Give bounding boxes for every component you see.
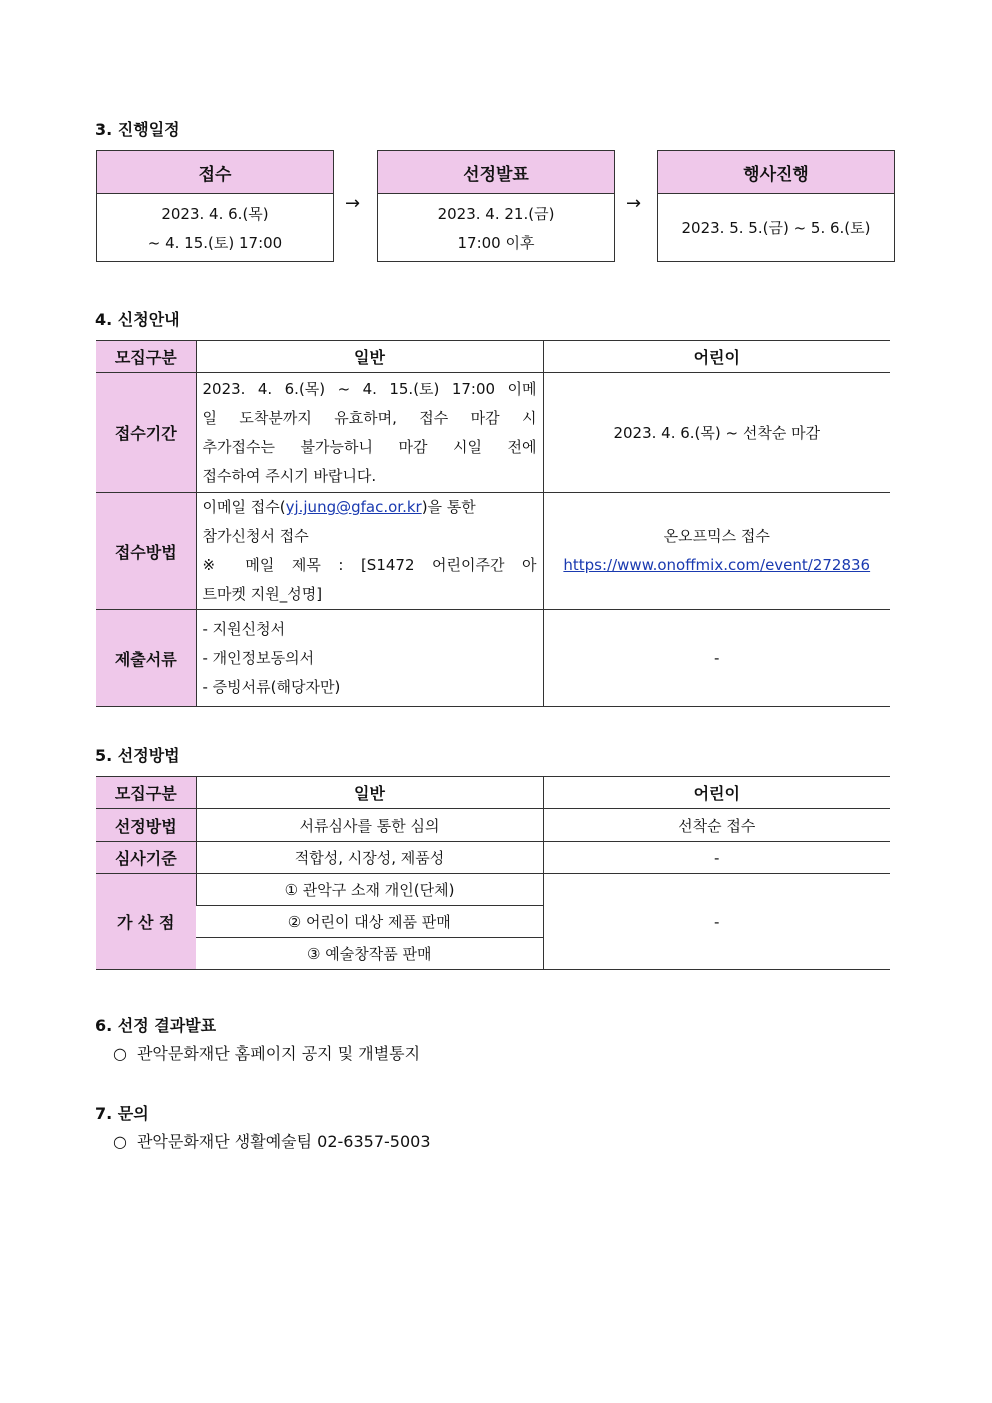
schedule-step-date: 2023. 4. 6.(목) <box>161 204 269 223</box>
list-item: - 증빙서류(해당자만) <box>202 677 341 696</box>
selection-title: 5. 선정방법 <box>95 746 180 765</box>
criteria-children: - <box>543 842 890 874</box>
application-table <box>96 340 890 707</box>
bonus-item: ② 어린이 대상 제품 판매 <box>196 906 543 938</box>
period-general: 2023. 4. 6.(목) ~ 4. 15.(토) 17:00 이메 일 도착분까지 유효하며, 접수 마감 시 추가접수는 불가능하니 마감 시일 전에 접수하여 주시기 바랍니다. <box>196 373 543 493</box>
header-general: 일반 <box>196 777 543 809</box>
row-label-criteria: 심사기준 <box>96 842 196 874</box>
header-children: 어린이 <box>543 341 890 373</box>
table-header-row <box>96 777 890 809</box>
arrow-right-icon: → <box>626 193 642 214</box>
header-children: 어린이 <box>543 777 890 809</box>
period-children: 2023. 4. 6.(목) ~ 선착순 마감 <box>543 373 890 493</box>
table-row <box>96 610 890 707</box>
table-row <box>96 373 890 493</box>
documents-children: - <box>543 610 890 707</box>
row-label-documents: 제출서류 <box>96 610 196 707</box>
method-children: 선착순 접수 <box>543 809 890 842</box>
table-row <box>96 842 890 874</box>
row-label-method: 선정방법 <box>96 809 196 842</box>
circle-bullet-icon: ○ <box>113 1132 127 1151</box>
schedule-step-date: 17:00 이후 <box>457 233 535 252</box>
method-general: 서류심사를 통한 심의 <box>196 809 543 842</box>
row-label-period: 접수기간 <box>96 373 196 493</box>
selection-table <box>96 776 890 970</box>
schedule-step-receipt <box>96 150 334 262</box>
inquiry-title: 7. 문의 <box>95 1104 149 1123</box>
row-label-bonus: 가 산 점 <box>96 874 196 970</box>
schedule-step-event <box>657 150 895 262</box>
table-row <box>96 874 890 906</box>
table-row <box>96 809 890 842</box>
schedule-step-announcement <box>377 150 615 262</box>
schedule-step-label: 행사진행 <box>658 151 894 194</box>
onoffmix-link[interactable]: https://www.onoffmix.com/event/272836 <box>563 556 871 574</box>
schedule-title: 3. 진행일정 <box>95 120 180 139</box>
header-category: 모집구분 <box>96 777 196 809</box>
schedule-step-label: 선정발표 <box>378 151 614 194</box>
application-title: 4. 신청안내 <box>95 310 180 329</box>
documents-general <box>196 610 543 707</box>
bonus-children: - <box>543 874 890 970</box>
announcement-item: ○ 관악문화재단 홈페이지 공지 및 개별통지 <box>113 1044 421 1063</box>
schedule-step-date: ~ 4. 15.(토) 17:00 <box>147 233 283 252</box>
method-general: 이메일 접수(yj.jung@gfac.or.kr)을 통한 참가신청서 접수 ※ 메일 제목 : [S1472 어린이주간 아 트마켓 지원_성명] <box>196 493 543 610</box>
schedule-step-date: 2023. 5. 5.(금) ~ 5. 6.(토) <box>681 219 871 237</box>
list-item: - 개인정보동의서 <box>202 648 315 667</box>
bonus-item: ① 관악구 소재 개인(단체) <box>196 874 543 906</box>
schedule-step-label: 접수 <box>97 151 333 194</box>
inquiry-item: ○ 관악문화재단 생활예술팀 02-6357-5003 <box>113 1132 431 1151</box>
arrow-right-icon: → <box>345 193 361 214</box>
method-children: 온오프믹스 접수 https://www.onoffmix.com/event/272836 <box>543 493 890 610</box>
table-header-row <box>96 341 890 373</box>
list-item: - 지원신청서 <box>202 619 286 638</box>
table-row <box>96 493 890 610</box>
schedule-step-date: 2023. 4. 21.(금) <box>437 204 555 223</box>
header-general: 일반 <box>196 341 543 373</box>
header-category: 모집구분 <box>96 341 196 373</box>
criteria-general: 적합성, 시장성, 제품성 <box>196 842 543 874</box>
bonus-item: ③ 예술창작품 판매 <box>196 938 543 970</box>
row-label-method: 접수방법 <box>96 493 196 610</box>
circle-bullet-icon: ○ <box>113 1044 127 1063</box>
announcement-title: 6. 선정 결과발표 <box>95 1016 217 1035</box>
email-link[interactable]: yj.jung@gfac.or.kr <box>285 498 422 516</box>
